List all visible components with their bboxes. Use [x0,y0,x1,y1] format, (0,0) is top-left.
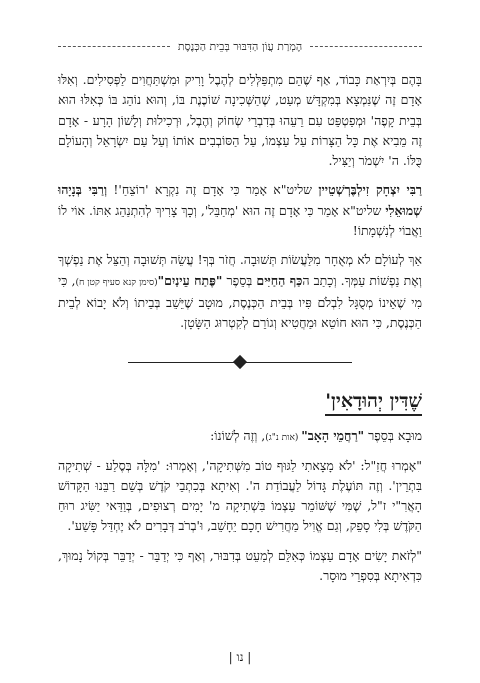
paragraph-2-text-1: שליט"א אָמַר כִּי אָדָם זֶה נִקְרָא 'רוֹצֵחַ'! [107,182,319,198]
body-text [58,70,422,595]
paragraph-3-text-c: בְּסֵפֶר [222,272,257,288]
running-header [58,40,422,53]
header-rule-right [310,46,422,47]
paragraph-5: "לְזֹאת יָשִׂים אָדָם עַצְמוֹ כְּאִלֵּם לְמַעֵט בְּדִבּוּר, וְאַף כִּי יְדַבֵּר - יְדַבֵּר בְּקוֹל נָמוּךְ, כִּדְאִיתָא בְּסִפְרֵי מוּסָר. [58,547,422,584]
citation: (סימן קנא סעיף קטן ח) [75,277,158,288]
intro-citation: (אות נ"ג) [265,432,302,443]
book-title: "פֶּתַח עֵינַיִם" [157,272,223,288]
rabbi-name-2: וְרַבִּי בְּנָיָהוּ שְׁמוּאֵלִי [58,182,422,218]
paragraph-4: "אָמְרוּ חֲזַ"ל: 'לֹא מָצָאתִי לַגּוּף טוֹב מִשְּׁתִיקָה', וְאָמְרוּ: 'מִלָּה בְּסֶלַע - שְׁתִיקָה בִּתְרֵין'. וְזֶה תּוֹעֶלֶת גָּדוֹל לַעֲבוֹדַת ה'. וְאִיתָא בְּכִתְבֵי קֹדֶשׁ בְּשֵׁם רַבֵּנוּ הַקָּדוֹשׁ הָאֲרִ"י ז"ל, שֶׁמִּי שֶׁשּׁוֹמֵר עַצְמוֹ בִּשְׁתִיקָה מ' יָמִים רְצוּפִים, בְּוַדַּאי יַשִּׂיג רוּחַ הַקֹּדֶשׁ בְּלִי סָפֵק, וְגַם אֱוִיל מַחֲרִישׁ חָכָם יֵחָשֵׁב, וּ'בְרֹב דְּבָרִים לֹא יֶחְדַּל פָּשַׁע'. [58,457,422,534]
paragraph-3-text-a: אַךְ לְעוֹלָם לֹא מְאֻחָר מִלַּעֲשׂוֹת תְּשׁוּבָה. חֲזֹר בְּךָ! עֲשֵׂה תְּשׁוּבָה וְהַצֵּל אֶת נַפְשְׁךָ וְאֶת נַפְשׁוֹת עַמְּךָ. וְכָתַב ה [58,252,423,288]
paragraph-2-text-2: שליט"א אָמַר כִּי אָדָם זֶה הוּא 'מְחַבֵּל', וְכָךְ צָרִיךְ לְהִתְנַהֵג אִתּוֹ. אוֹי לוֹ וַאֲבוֹי לְנִשְׁמָתוֹ! [58,202,422,239]
diamond-ornament-icon [233,354,247,368]
paragraph-3 [58,250,422,333]
paragraph-3-text-f: , כִּי מִי שֶׁאֵינוֹ מְסֻגָּל לִבְלֹם פִּיו בְּבֵית הַכְּנֶסֶת, מוּטָב שֶׁיֵּשֵׁב בְּבֵיתוֹ וְלֹא יָבוֹא לְבֵית הַכְּנֶסֶת, כִּי הוּא חוֹטֵא וּמַחֲטִיא וְגוֹרֵם לְקִטְרוּג הַשָּׂטָן. [58,272,422,331]
paragraph-1: בָּהֶם בְּיִרְאַת כָּבוֹד, אַף שֶׁהֵם מִתְפַּלְּלִים לְהֶבֶל וָרִיק וּמִשְׁתַּחֲוִים לַפְּסִילִים. וְאִלּוּ אָדָם זֶה שֶׁנִּמְצָא בְּמִקְדָּשׁ מְעַט, שֶׁהַשְּׁכִינָה שׁוֹכֶנֶת בּוֹ, וְהוּא נוֹהֵג בּוֹ כְּאִלּוּ הוּא בְּבֵית קָפֶה' וּמְפַטְפֵּט עִם רֵעֵהוּ בְּדִבְרֵי שְׂחוֹק וְהֶבֶל, וּרְכִילוּת וְלָשׁוֹן הָרָע - אָדָם זֶה מֵבִיא אֶת כָּל הַצָּרוֹת עַל עַצְמוֹ, עַל הַסּוֹבְבִים אוֹתוֹ וְעַל עַם יִשְׂרָאֵל וְהָעוֹלָם כֻּלּוֹ. ה' יִשְׁמֹר וְיַצִּיל. [58,72,422,169]
header-title: הֶמְרַת עֲוֹן הַדִּבּוּר בְּבֵית הַכְּנֶסֶת [177,40,303,53]
paragraph-2 [58,180,422,241]
intro-text-d: , וְזֶה לְשׁוֹנוֹ: [210,427,266,443]
rabbi-name-1: רַבִּי יִצְחָק זִילְבֶּרְשְׁטֵיין [318,182,422,198]
section-divider [128,356,352,370]
section-intro [58,428,422,444]
intro-book-title: "רַחֲמֵי הָאָב" [301,427,365,443]
page-number: | נו | [228,650,252,664]
section-title: שֶׁדִּין יְהוּדָאִין' [325,390,422,416]
book-author: כַּף הַחַיִּים [256,272,303,288]
intro-text-a: מוּבָא בְּסֵפֶר [364,427,422,443]
header-rule-left [58,46,170,47]
